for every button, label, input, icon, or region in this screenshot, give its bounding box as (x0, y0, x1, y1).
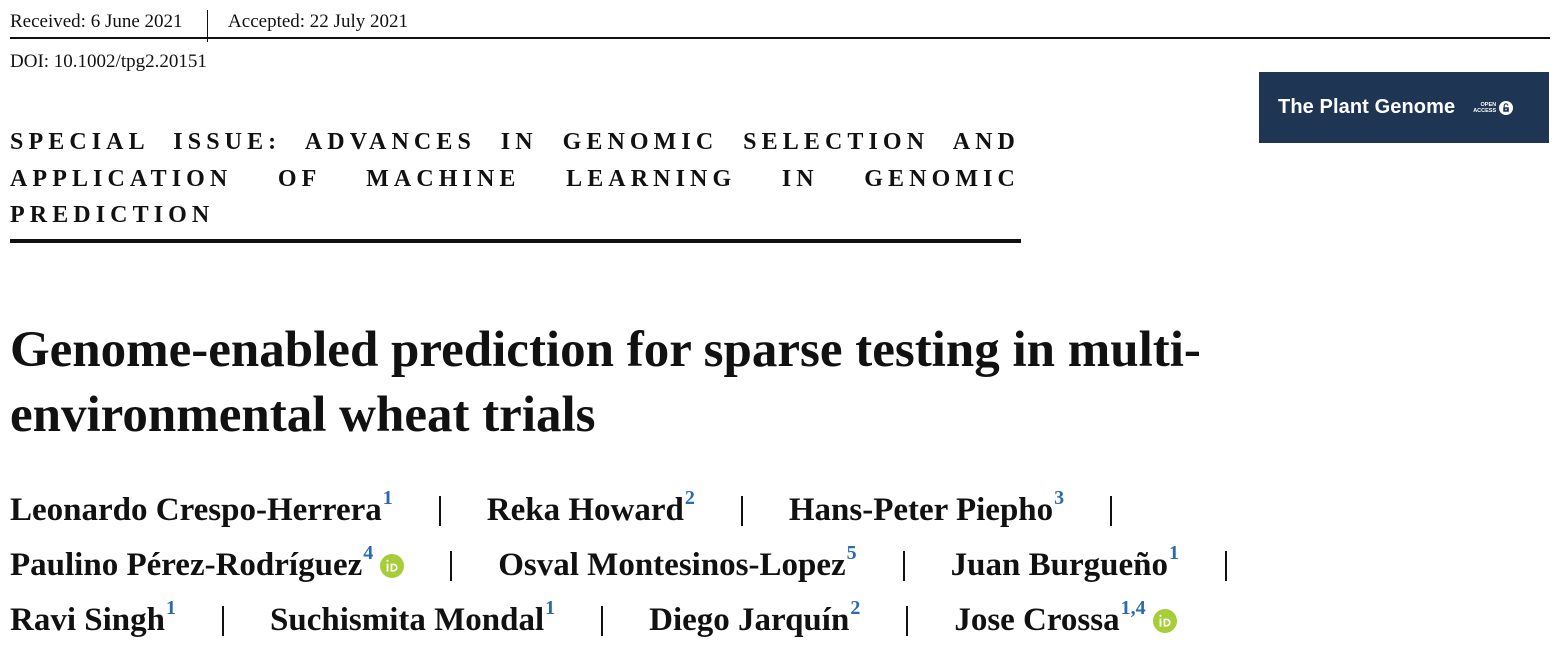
author-list (10, 483, 1227, 648)
accepted-date: Accepted: 22 July 2021 (228, 11, 408, 32)
author-separator (1225, 551, 1227, 581)
article-dates (10, 6, 408, 38)
author-separator (450, 551, 452, 581)
author-separator (601, 606, 603, 636)
author-line (10, 538, 1227, 593)
orcid-icon[interactable] (1153, 609, 1177, 633)
author-name: Hans-Peter Piepho (788, 492, 1054, 528)
author-affiliation[interactable]: 1 (545, 597, 556, 619)
open-access-line1: OPEN (1480, 101, 1497, 108)
author[interactable] (950, 542, 1179, 584)
author-line (10, 593, 1227, 648)
author-separator (439, 496, 441, 526)
open-access-label (1473, 102, 1496, 114)
author-separator (906, 606, 908, 636)
author-affiliation[interactable]: 4 (363, 542, 374, 564)
author-separator (903, 551, 905, 581)
author-name: Suchismita Mondal (269, 602, 545, 638)
author-name: Osval Montesinos-Lopez (498, 547, 846, 583)
open-access-lock-icon (1499, 101, 1513, 115)
author[interactable] (10, 542, 404, 584)
author-name: Jose Crossa (954, 602, 1120, 638)
author-affiliation[interactable]: 2 (850, 597, 861, 619)
author-affiliation[interactable]: 3 (1054, 487, 1065, 509)
author-affiliation[interactable]: 1 (165, 597, 176, 619)
author-name: Paulino Pérez-Rodríguez (10, 547, 363, 583)
journal-badge[interactable] (1259, 72, 1549, 143)
author-affiliation[interactable]: 5 (846, 542, 857, 564)
header-rule (10, 37, 1550, 39)
article-title: Genome-enabled prediction for sparse testing in multi-environmental wheat trials (10, 322, 1201, 443)
author[interactable] (10, 597, 176, 639)
open-access-line2: ACCESS (1473, 107, 1497, 114)
author-name: Diego Jarquín (649, 602, 850, 638)
author-affiliation[interactable]: 1 (1169, 542, 1179, 564)
journal-name: The Plant Genome (1278, 96, 1456, 118)
author-affiliation[interactable]: 1,4 (1120, 597, 1146, 619)
author-affiliation[interactable]: 1 (382, 487, 393, 509)
author[interactable] (10, 487, 393, 529)
author-name: Ravi Singh (10, 602, 165, 638)
doi[interactable]: DOI: 10.1002/tpg2.20151 (10, 51, 207, 72)
special-issue-heading: SPECIAL ISSUE: ADVANCES IN GENOMIC SELECTION AND APPLICATION OF MACHINE LEARNING IN GENOMIC PREDICTION (10, 129, 1020, 228)
received-date: Received: 6 June 2021 (10, 11, 183, 32)
author-separator (222, 606, 224, 636)
orcid-icon[interactable] (380, 554, 404, 578)
author-name: Reka Howard (486, 492, 684, 528)
author-separator (741, 496, 743, 526)
author-name: Leonardo Crespo-Herrera (10, 492, 382, 528)
author[interactable] (788, 487, 1065, 529)
author-name: Juan Burgueño (950, 547, 1168, 583)
author-line (10, 483, 1227, 538)
author-affiliation[interactable]: 2 (684, 487, 695, 509)
author-separator (1110, 496, 1112, 526)
author[interactable] (269, 597, 556, 639)
special-issue-rule (10, 239, 1021, 243)
author[interactable] (498, 542, 857, 584)
author[interactable] (486, 487, 695, 529)
author[interactable] (954, 597, 1176, 639)
author[interactable] (649, 597, 861, 639)
